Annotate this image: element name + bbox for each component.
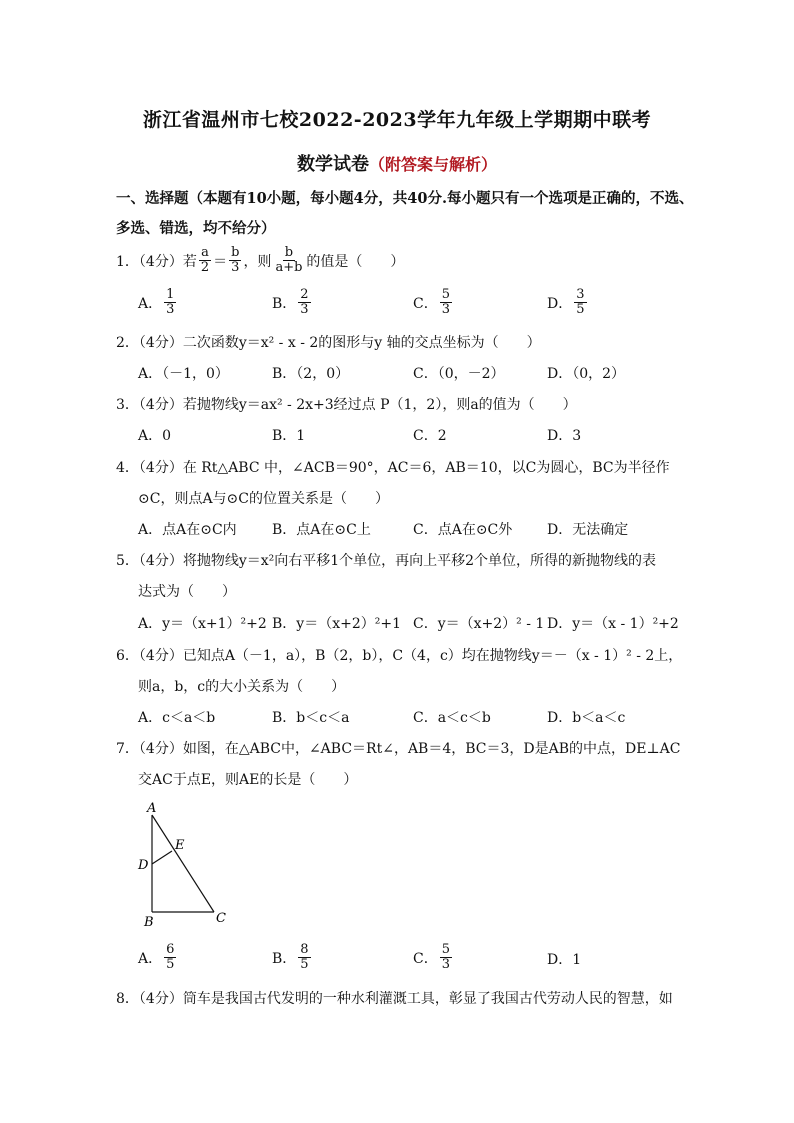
option-fraction [298, 288, 310, 318]
question-4-line2: ⊙C，则点A与⊙C的位置关系是（ ） [138, 491, 389, 507]
q1-f3-numerator: b [284, 245, 294, 260]
numerator: 1 [166, 287, 175, 302]
q3-option-a[interactable]: A．0 [138, 428, 172, 444]
option-fraction [164, 288, 176, 318]
q3-option-d[interactable]: D．3 [547, 428, 582, 444]
q1-option-d[interactable] [547, 288, 589, 318]
denominator: 5 [576, 302, 585, 318]
question-2: 2．（4分）二次函数y＝x² - x - 2的图形与y 轴的交点坐标为（ ） [116, 335, 541, 351]
q7-triangle-figure [128, 798, 238, 930]
denominator: 5 [166, 957, 175, 973]
option-label: A． [138, 950, 163, 967]
option-label: D． [547, 295, 573, 312]
option-label: B． [272, 295, 297, 312]
denominator: 3 [300, 302, 309, 318]
q4-option-b[interactable]: B．点A在⊙C上 [272, 522, 371, 538]
numerator: 8 [300, 942, 309, 957]
document-title: 浙江省温州市七校2022-2023学年九年级上学期期中联考 [142, 109, 652, 131]
q7-option-d[interactable] [547, 949, 581, 969]
q1-f2-denominator: 3 [231, 260, 240, 276]
q7-option-c[interactable] [413, 943, 454, 973]
option-label: D． [547, 952, 573, 968]
q6-option-b[interactable]: B．b＜c＜a [272, 710, 350, 726]
denominator: 3 [166, 302, 175, 318]
q6-option-a[interactable]: A．c＜a＜b [138, 710, 216, 726]
q1-f1-denominator: 2 [200, 260, 210, 276]
q1-f2-numerator: b [231, 245, 240, 260]
q5-option-a[interactable]: A．y＝（x+1）²+2 [138, 616, 267, 632]
question-7-line2: 交AC于点E，则AE的长是（ ） [138, 772, 358, 788]
numerator: 5 [441, 287, 450, 302]
denominator: 3 [441, 302, 450, 318]
q4-option-c[interactable]: C．点A在⊙C外 [413, 522, 513, 538]
q2-option-c[interactable]: C．（0，－2） [413, 366, 505, 382]
q5-option-d[interactable]: D．y＝（x - 1）²+2 [547, 616, 679, 632]
denominator: 5 [300, 957, 309, 973]
q1-mid-text: ，则 [243, 253, 272, 270]
label-d: D [138, 858, 149, 873]
option-label: A． [138, 295, 163, 312]
numerator: 2 [300, 287, 309, 302]
question-5-line1: 5．（4分）将抛物线y＝x²向右平移1个单位，再向上平移2个单位，所得的新抛物线的表 [116, 553, 657, 569]
option-fraction [164, 943, 176, 973]
q3-option-c[interactable]: C．2 [413, 428, 447, 444]
option-value: 1 [572, 952, 582, 968]
numerator: 5 [441, 942, 450, 957]
option-fraction [574, 288, 586, 318]
option-fraction [440, 943, 452, 973]
label-b: B [144, 915, 154, 930]
q7-option-a[interactable] [138, 943, 178, 973]
question-7-line1: 7．（4分）如图，在△ABC中，∠ABC＝Rt∠，AB＝4，BC＝3，D是AB的中点，DE⊥AC [116, 741, 681, 757]
q7-option-b[interactable] [272, 943, 313, 973]
q1-option-a[interactable] [138, 288, 178, 318]
q1-prefix: 1．（4分）若 [116, 253, 197, 270]
segment-de [152, 851, 172, 864]
option-fraction [440, 288, 452, 318]
q1-f1-numerator: a [201, 245, 209, 260]
q1-suffix: 的值是（ ） [306, 253, 405, 270]
q3-option-b[interactable]: B．1 [272, 428, 306, 444]
q1-option-b[interactable] [272, 288, 313, 318]
numerator: 3 [576, 287, 585, 302]
side-ac [152, 815, 214, 912]
question-4-line1: 4．（4分）在 Rt△ABC 中，∠ACB＝90°，AC＝6，AB＝10，以C为圆心，BC为半径作 [116, 460, 670, 476]
denominator: 3 [441, 957, 450, 973]
q6-option-d[interactable]: D．b＜a＜c [547, 710, 626, 726]
question-1 [116, 246, 404, 276]
q1-option-c[interactable] [413, 288, 454, 318]
question-3: 3．（4分）若抛物线y＝ax² - 2x+3经过点 P（1，2），则a的值为（ ） [116, 397, 577, 413]
label-e: E [175, 838, 185, 853]
q4-option-d[interactable]: D．无法确定 [547, 522, 629, 538]
q6-option-c[interactable]: C．a＜c＜b [413, 710, 491, 726]
q2-option-a[interactable]: A．（－1，0） [138, 366, 229, 382]
question-8-line1: 8．（4分）筒车是我国古代发明的一种水利灌溉工具，彰显了我国古代劳动人民的智慧，如 [116, 991, 673, 1007]
option-label: B． [272, 950, 297, 967]
question-5-line2: 达式为（ ） [138, 584, 236, 600]
option-fraction [298, 943, 310, 973]
option-label: C． [413, 950, 438, 967]
question-6-line2: 则a，b，c的大小关系为（ ） [138, 679, 346, 695]
q5-option-b[interactable]: B．y＝（x+2）²+1 [272, 616, 401, 632]
subtitle-answer-note: （附答案与解析） [368, 155, 497, 174]
q2-option-b[interactable]: B．（2，0） [272, 366, 350, 382]
q2-option-d[interactable]: D．（0，2） [547, 366, 626, 382]
question-6-line1: 6．（4分）已知点A（－1，a），B（2，b），C（4，c）均在抛物线y＝－（x - 1）² - 2上， [116, 648, 683, 664]
q5-option-c[interactable]: C．y＝（x+2）² - 1 [413, 616, 545, 632]
option-label: C． [413, 295, 438, 312]
section-heading-line2: 多选、错选，均不给分） [116, 220, 276, 237]
q1-fraction-a2 [199, 246, 211, 276]
subtitle-main: 数学试卷 [296, 154, 369, 175]
label-a: A [147, 801, 157, 816]
label-c: C [216, 911, 226, 926]
q4-option-a[interactable]: A．点A在⊙C内 [138, 522, 237, 538]
q1-fraction-target [273, 246, 304, 276]
q1-f3-denominator: a+b [275, 260, 303, 276]
q1-equals: ＝ [213, 253, 228, 270]
document-subtitle [0, 150, 794, 176]
section-heading-line1: 一、选择题（本题有10小题，每小题4分，共40分.每小题只有一个选项是正确的，不选、 [116, 190, 694, 207]
numerator: 6 [166, 942, 175, 957]
q1-fraction-b3 [229, 246, 241, 276]
